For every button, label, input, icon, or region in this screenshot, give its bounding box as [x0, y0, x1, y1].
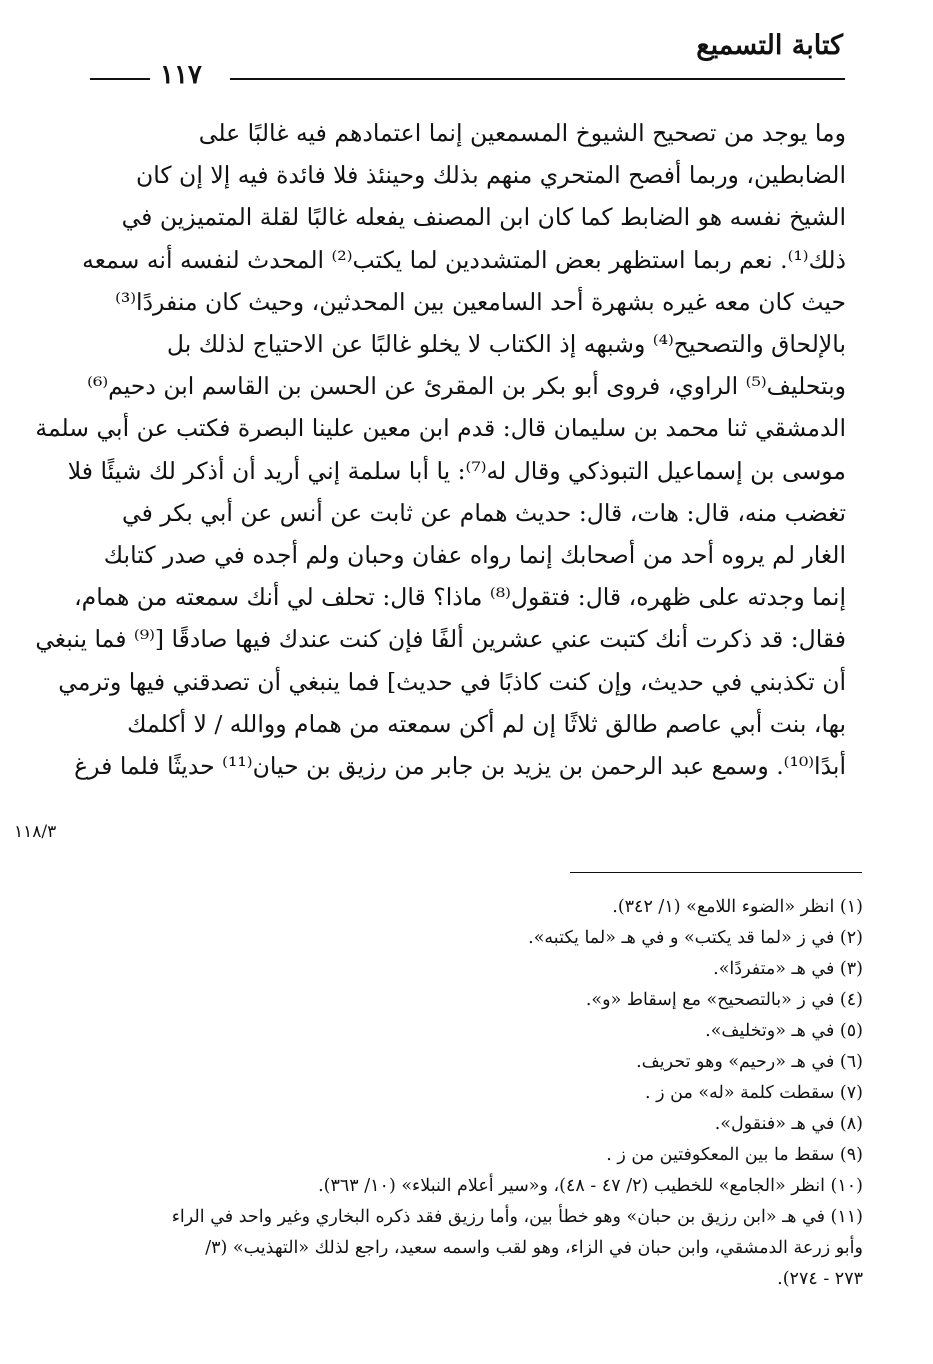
text-line: الغار لم يروه أحد من أصحابك إنما رواه عفان وحبان ولم أجده في صدر كتابك: [103, 541, 846, 570]
text-line: إنما وجدته على ظهره، قال: فتقول⁽⁸⁾ ماذا؟ قال: تحلف لي أنك سمعته من همام،: [74, 583, 846, 612]
footnote: (١١) في هـ «ابن رزيق بن حبان» وهو خطأ بين، وأما رزيق فقد ذكره البخاري وغير واحد في الراء: [171, 1207, 863, 1227]
footnote: (٩) سقط ما بين المعكوفتين من ز .: [606, 1145, 863, 1165]
text-line: بها، بنت أبي عاصم طالق ثلاثًا إن لم أكن سمعته من همام ووالله / لا أكلمك: [127, 709, 846, 738]
header-rule-left: [90, 78, 150, 80]
footnote-continuation: ٢٧٣ - ٢٧٤).: [777, 1269, 863, 1289]
footnotes: [88, 892, 863, 1295]
text-line: وبتحليف⁽⁵⁾ الراوي، فروى أبو بكر بن المقرئ عن الحسن بن القاسم ابن دحيم⁽⁶⁾: [87, 372, 846, 401]
footnote-separator: [570, 872, 862, 873]
footnote: (٨) في هـ «فنقول».: [714, 1114, 863, 1134]
header-rule-right: [230, 78, 845, 80]
text-line: الدمشقي ثنا محمد بن سليمان قال: قدم ابن معين علينا البصرة فكتب عن أبي سلمة: [35, 414, 846, 443]
footnote: (٤) في ز «بالتصحيح» مع إسقاط «و».: [585, 990, 863, 1010]
text-line: موسى بن إسماعيل التبوذكي وقال له⁽⁷⁾: يا أبا سلمة إني أريد أن أذكر لك شيئًا فلا: [67, 456, 846, 485]
text-line: فقال: قد ذكرت أنك كتبت عني عشرين ألفًا فإن كنت عندك فيها صادقًا [⁽⁹⁾ فما ينبغي: [35, 625, 846, 654]
text-line: تغضب منه، قال: هات، قال: حديث همام عن ثابت عن أنس عن أبي بكر في: [121, 498, 846, 527]
footnote: (١) انظر «الضوء اللامع» (١/ ٣٤٢).: [612, 897, 863, 917]
text-line: أن تكذبني في حديث، وإن كنت كاذبًا في حديث] فما ينبغي أن تصدقني فيها وترمي: [58, 667, 846, 696]
footnote: (٥) في هـ «وتخليف».: [705, 1021, 863, 1041]
text-line: أبدًا⁽¹⁰⁾. وسمع عبد الرحمن بن يزيد بن جابر من رزيق بن حيان⁽¹¹⁾ حديثًا فلما فرغ: [74, 752, 846, 781]
footnote: (٦) في هـ «رحيم» وهو تحريف.: [636, 1052, 863, 1072]
text-line: وما يوجد من تصحيح الشيوخ المسمعين إنما اعتمادهم فيه غالبًا على: [198, 119, 846, 147]
text-line: الضابطين، وربما أفصح المتحري منهم بذلك وحينئذ فلا فائدة فيه إلا إن كان: [135, 161, 846, 190]
footnote: (١٠) انظر «الجامع» للخطيب (٢/ ٤٧ - ٤٨)، و«سير أعلام النبلاء» (١٠/ ٣٦٣).: [318, 1176, 863, 1196]
text-line: حيث كان معه غيره بشهرة أحد السامعين بين المحدثين، وحيث كان منفردًا⁽³⁾: [115, 287, 846, 316]
text-line: ذلك⁽¹⁾. نعم ربما استظهر بعض المتشددين لما يكتب⁽²⁾ المحدث لنفسه أنه سمعه: [82, 245, 846, 274]
footnote-continuation: وأبو زرعة الدمشقي، وابن حبان في الزاء، وهو لقب واسمه سعيد، راجع لذلك «التهذيب» (٣/: [205, 1238, 863, 1258]
footnote: (٢) في ز «لما قد يكتب» و في هـ «لما يكتبه».: [528, 928, 863, 948]
text-line: الشيخ نفسه هو الضابط كما كان ابن المصنف يفعله غالبًا لقلة المتميزين في: [121, 203, 846, 232]
page-number: ١١٧: [160, 60, 202, 90]
margin-reference: ١١٨/٣: [14, 822, 57, 842]
running-title: كتابة التسميع: [696, 30, 843, 61]
footnote: (٣) في هـ «متفردًا».: [713, 959, 863, 979]
footnote: (٧) سقطت كلمة «له» من ز .: [645, 1083, 863, 1103]
text-line: بالإلحاق والتصحيح⁽⁴⁾ وشبهه إذ الكتاب لا يخلو غالبًا عن الاحتياج لذلك بل: [166, 330, 846, 359]
main-text: [35, 112, 846, 787]
